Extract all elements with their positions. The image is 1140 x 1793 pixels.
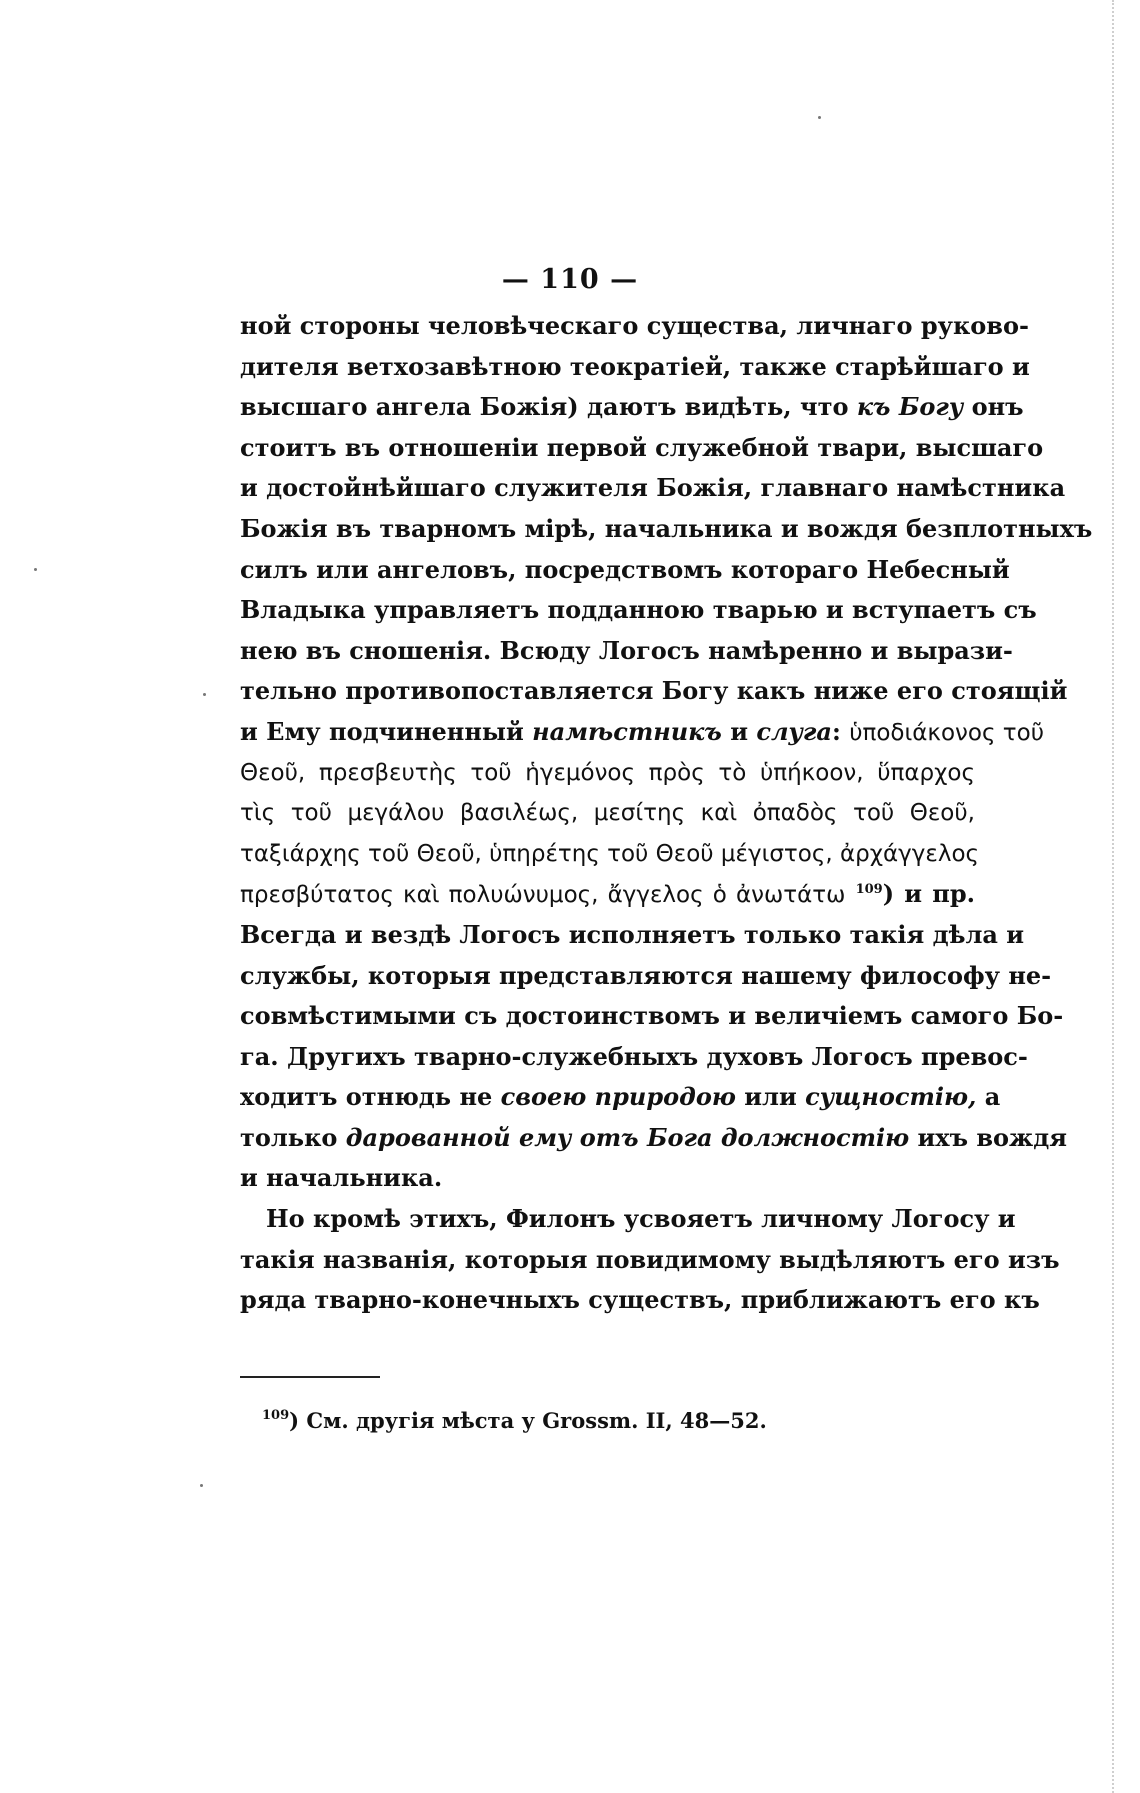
text-line: ходитъ отнюдь не своею природою или сущностію, а (240, 1082, 1001, 1112)
text-line: и начальника. (240, 1163, 443, 1193)
footnote-text: ) См. другія мѣста у Grossm. II, 48—52. (289, 1408, 767, 1433)
main-text (240, 306, 1093, 1321)
text-line: ряда тварно-конечныхъ существъ, приближаютъ его къ (240, 1285, 1040, 1315)
text-line: дителя ветхозавѣтною теократіей, также старѣйшаго и (240, 351, 1030, 381)
text-line: службы, которыя представляются нашему философу не- (240, 960, 1052, 990)
page-number: — 110 — (501, 264, 639, 295)
footnote-ref: 109 (855, 882, 883, 898)
greek-line: ταξιάρχης τοῦ Θεοῦ, ὑπηρέτης τοῦ Θεοῦ μέγιστος, ἀρχάγγελος (240, 840, 980, 867)
text-line: Владыка управляетъ подданною тварью и вступаетъ съ (240, 595, 1037, 625)
text-line: силъ или ангеловъ, посредствомъ котораго Небесный (240, 554, 1010, 584)
text-line: га. Другихъ тварно-служебныхъ духовъ Логосъ превос- (240, 1041, 1028, 1071)
text-line: и достойнѣйшаго служителя Божія, главнаго намѣстника (240, 473, 1066, 503)
scan-speck (200, 1484, 203, 1487)
footnote (262, 1408, 767, 1433)
text-line: совмѣстимыми съ достоинствомъ и величіемъ самого Бо- (240, 1001, 1064, 1031)
scan-speck (203, 693, 206, 696)
page-edge (1112, 0, 1114, 1793)
text-line: такія названія, которыя повидимому выдѣляютъ его изъ (240, 1244, 1060, 1274)
text-line: высшаго ангела Божія) даютъ видѣть, что къ Богу онъ (240, 392, 1024, 422)
footnote-marker: 109 (262, 1408, 290, 1423)
text-line: ной стороны человѣческаго существа, личнаго руково- (240, 311, 1029, 340)
text-line: тельно противопоставляется Богу какъ ниже его стоящій (240, 676, 1068, 706)
text-line: нею въ сношенія. Всюду Логосъ намѣренно и вырази- (240, 635, 1013, 665)
paragraph-start: Но кромѣ этихъ, Филонъ усвояетъ личному Логосу и (266, 1204, 1016, 1234)
text-line: πρεσβύτατος καὶ πολυώνυμος, ἄγγελος ὁ ἀνωτάτω $^{109}$) и пр. (240, 879, 975, 909)
greek-line: τὶς τοῦ μεγάλου βασιλέως, μεσίτης καὶ ὀπαδὸς τοῦ Θεοῦ, (240, 800, 975, 827)
greek-line: Θεοῦ, πρεσβευτὴς τοῦ ἡγεμόνος πρὸς τὸ ὑπήκοον, ὕπαρχος (240, 759, 975, 786)
scan-speck (818, 116, 821, 119)
text-line: Всегда и вездѣ Логосъ исполняетъ только такія дѣла и (240, 919, 1025, 949)
text-line: и Ему подчиненный намѣстникъ и слуга: ὑποδιάκονος τοῦ (240, 716, 1045, 746)
text-line: только дарованной ему отъ Бога должностію ихъ вождя (240, 1122, 1068, 1152)
text-line: Божія въ тварномъ мірѣ, начальника и вождя безплотныхъ (240, 513, 1093, 543)
footnote-divider (240, 1376, 380, 1378)
text-line: стоитъ въ отношеніи первой служебной твари, высшаго (240, 432, 1044, 462)
scan-speck (34, 568, 37, 571)
